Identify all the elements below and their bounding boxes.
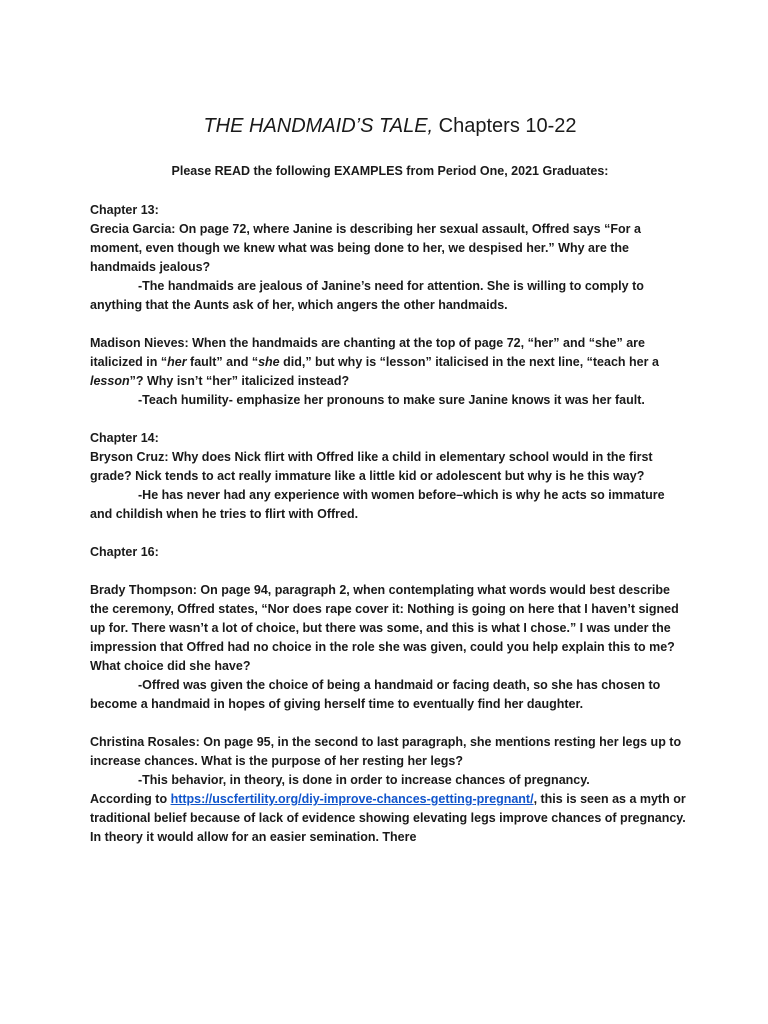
italic-she: she bbox=[258, 355, 280, 369]
italic-her: her bbox=[167, 355, 187, 369]
question-grecia-garcia: Grecia Garcia: On page 72, where Janine is describing her sexual assault, Offred says “For a moment, even though we knew what was being done to her, we despised her.” Why are the handmaids jealous? bbox=[90, 222, 641, 274]
question-text: fault” and “ bbox=[186, 355, 259, 369]
question-text: ”? Why isn’t “her” italicized instead? bbox=[129, 374, 350, 388]
chapter-14-heading: Chapter 14: bbox=[90, 431, 159, 445]
question-bryson-cruz: Bryson Cruz: Why does Nick flirt with Offred like a child in elementary school would in the first grade? Nick tends to act really immature like a little kid or adolescent but why is he this way? bbox=[90, 450, 653, 483]
chapter-13-heading: Chapter 13: bbox=[90, 203, 159, 217]
question-madison-nieves bbox=[90, 334, 690, 391]
question-brady-thompson: Brady Thompson: On page 94, paragraph 2, when contemplating what words would best describe the ceremony, Offred states, “Nor does rape cover it: Nothing is going on here that I haven’t signed up for. There wasn’t a lot of choice, but there was some, and this is what I chose.” I was under the impression that Offred had no choice in the role she was given, could you help explain this to me? What choice did she have? bbox=[90, 583, 679, 673]
answer-text: , this is seen as a myth or traditional belief because of lack of evidence showing elevating legs improve chances of pregnancy. In theory it would allow for an easier semination. There bbox=[90, 792, 686, 844]
document-page bbox=[90, 112, 690, 847]
answer-christina-rosales: -This behavior, in theory, is done in order to increase chances of pregnancy. bbox=[138, 773, 590, 787]
answer-madison-nieves: -Teach humility- emphasize her pronouns to make sure Janine knows it was her fault. bbox=[138, 393, 645, 407]
answer-christina-rosales-continued bbox=[90, 790, 690, 847]
question-text: did,” but why is “lesson” italicised in the next line, “teach her a bbox=[279, 355, 659, 369]
title-book-name: THE HANDMAID’S TALE, bbox=[203, 115, 434, 137]
chapter-16-heading: Chapter 16: bbox=[90, 545, 159, 559]
answer-bryson-cruz: -He has never had any experience with women before–which is why he acts so immature and childish when he tries to flirt with Offred. bbox=[90, 488, 665, 521]
question-christina-rosales: Christina Rosales: On page 95, in the second to last paragraph, she mentions resting her legs up to increase chances. What is the purpose of her resting her legs? bbox=[90, 735, 682, 768]
page-title bbox=[90, 112, 690, 140]
question-text: Madison Nieves: When the handmaids are chanting at the top of page 72, “her” and “she” are italicized in “ bbox=[90, 336, 645, 369]
answer-text: According to bbox=[90, 792, 171, 806]
title-chapters: Chapters 10-22 bbox=[433, 115, 577, 137]
italic-lesson: lesson bbox=[90, 374, 130, 388]
instructions-subtitle: Please READ the following EXAMPLES from Period One, 2021 Graduates: bbox=[171, 164, 609, 178]
answer-grecia-garcia: -The handmaids are jealous of Janine’s need for attention. She is willing to comply to anything that the Aunts ask of her, which angers the other handmaids. bbox=[90, 279, 644, 312]
uscfertility-link[interactable]: https://uscfertility.org/diy-improve-chances-getting-pregnant/ bbox=[170, 792, 534, 806]
answer-brady-thompson: -Offred was given the choice of being a handmaid or facing death, so she has chosen to become a handmaid in hopes of giving herself time to eventually find her daughter. bbox=[90, 678, 661, 711]
